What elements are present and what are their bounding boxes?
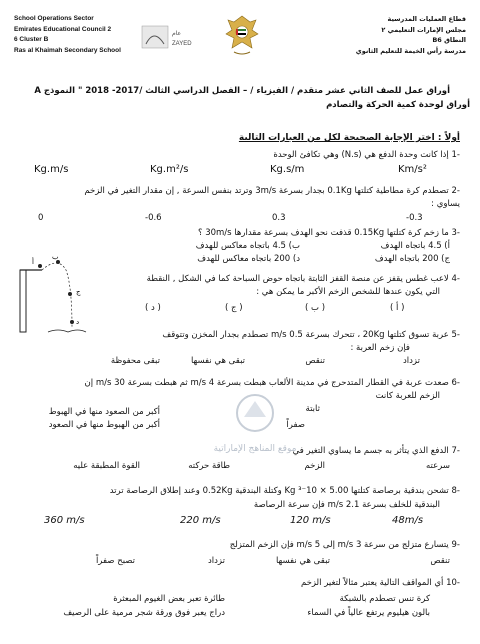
- q2-option[interactable]: 0.3: [272, 213, 286, 223]
- worksheet-subtitle: أوراق لوحدة كمية الحركة والتصادم: [326, 100, 470, 110]
- section-heading: أولاً : اختر الإجابة الصحيحة لكل من العبارات التالية: [238, 133, 460, 143]
- question-number: -5: [451, 330, 460, 340]
- question-number: -9: [451, 540, 460, 550]
- q9-option[interactable]: تنقص: [430, 556, 450, 566]
- question-text: إذا كانت وحدة الدفع هي (N.s) وهي تكافئ الوحدة: [273, 150, 449, 160]
- q5-option[interactable]: تبقى محفوظة: [110, 356, 160, 366]
- q9-option[interactable]: تبقى هي نفسها: [275, 556, 330, 566]
- header-left-line: Emirates Educational Council 2: [14, 25, 112, 33]
- q1-option[interactable]: Km/s²: [398, 164, 427, 175]
- zayed-logo-text: ZAYED: [172, 41, 192, 47]
- header-left-line: School Operations Sector: [14, 15, 94, 22]
- q8-option[interactable]: 360 m/s: [44, 515, 85, 526]
- q3-option[interactable]: أ) 4.5 باتجاه الهدف: [380, 241, 450, 251]
- question-number: -6: [451, 378, 460, 388]
- question-number: -3: [451, 228, 460, 238]
- q8-option[interactable]: 120 m/s: [290, 515, 331, 526]
- zayed-logo-icon: [140, 22, 210, 52]
- question-text: تشحن بندقية برصاصة كتلتها 5.00 × 10⁻³ Kg وكتلة البندقية 0.52Kg وعند إطلاق الرصاصة ترتد: [109, 486, 449, 496]
- q3-option[interactable]: ب) 4.5 باتجاه معاكس للهدف: [195, 241, 300, 251]
- q8-option[interactable]: 48m/s: [392, 515, 424, 526]
- question-number: -2: [451, 186, 460, 196]
- question-2: [84, 186, 460, 196]
- header-right-line: مجلس الإمارات التعليمي ٢: [381, 25, 466, 34]
- question-number: -4: [451, 274, 460, 284]
- q10-option[interactable]: كرة تنس تصطدم بالشبكة: [339, 594, 430, 604]
- header-left-line: 6 Cluster B: [14, 36, 49, 43]
- header-right: [356, 14, 466, 56]
- q4-option[interactable]: ( ج ): [225, 303, 243, 313]
- q5-option[interactable]: تنقص: [305, 356, 325, 366]
- header-right-line: قطاع العمليات المدرسية: [387, 15, 466, 23]
- q6-option[interactable]: صفراً: [286, 420, 305, 430]
- q6-option[interactable]: أكبر من الهبوط منها في الصعود: [48, 420, 160, 430]
- watermark-text: موقع المناهج الإماراتية: [213, 444, 297, 454]
- diver-figure: [18, 256, 88, 334]
- header-left: [14, 14, 121, 56]
- q4-option[interactable]: ( ب ): [305, 303, 326, 313]
- q9-option[interactable]: تصبح صفراً: [95, 556, 135, 566]
- question-6-line-2: الزخم للعربة كانت: [375, 391, 440, 401]
- question-1: [273, 150, 460, 160]
- question-text: أي المواقف التالية يعتبر مثالاً لتغير الزخم: [300, 578, 444, 588]
- question-number: -1: [451, 150, 460, 160]
- q3-option[interactable]: ج) 200 باتجاه الهدف: [374, 254, 450, 264]
- q8-option[interactable]: 220 m/s: [180, 515, 221, 526]
- q2-option[interactable]: -0.6: [145, 213, 162, 223]
- svg-text:عام: عام: [172, 30, 182, 37]
- q7-option[interactable]: القوة المطبقة عليه: [73, 461, 140, 471]
- watermark-logo-icon: [200, 385, 310, 465]
- figure-label: د: [76, 318, 80, 326]
- question-8-line-2: البندقية للخلف بسرعة 2.1 m/s فإن سرعة الرصاصة: [253, 500, 440, 510]
- q5-option[interactable]: تزداد: [403, 356, 420, 366]
- question-10: [301, 578, 460, 588]
- q1-option[interactable]: Kg.s/m: [270, 164, 305, 175]
- question-text: عربة تسوق كتلتها 20Kg ، تتحرك بسرعة 0.5 m/s تصطدم بجدار المخزن وتتوقف: [162, 330, 449, 340]
- question-4-line-2: التي يكون عندها للشخص الزخم الأكبر ما يمكن هي :: [256, 287, 440, 297]
- worksheet-title: أوراق عمل للصف الثاني عشر متقدم / الفيزياء / – الفصل الدراسي الثالث /2017- 2018 " النموذج A: [34, 86, 450, 96]
- question-text: لاعب غطس يقفز عن منصة القفز الثابتة باتجاه حوض السباحة كما في الشكل , النقطة: [146, 274, 449, 284]
- q2-option[interactable]: -0.3: [406, 213, 423, 223]
- header-right-line: مدرسة رأس الخيمة للتعليم الثانوي: [355, 46, 466, 55]
- header-left-line: Ras al Khaimah Secondary School: [14, 46, 121, 54]
- q10-option[interactable]: طائرة تعبر بعض الغيوم المبعثرة: [113, 594, 225, 604]
- question-5: [162, 330, 460, 340]
- q10-option[interactable]: دراج يعبر فوق ورقة شجر مرمية على الرصيف: [63, 608, 225, 618]
- figure-label: أ: [32, 258, 34, 266]
- question-text: تصطدم كرة مطاطية كتلتها 0.1Kg بجدار بسرعة 3m/s وترتد بنفس السرعة , إن مقدار التغير في الزخم: [84, 186, 449, 196]
- q10-option[interactable]: بالون هيليوم يرتفع عالياً في السماء: [307, 608, 430, 618]
- q7-option[interactable]: سرعته: [425, 461, 450, 471]
- q5-option[interactable]: تبقى هي نفسها: [190, 356, 245, 366]
- uae-emblem-icon: [222, 12, 262, 60]
- question-text: يتسارع متزلج من سرعة 3 m/s إلى 5 m/s فإن الزخم المتزلج: [229, 540, 449, 550]
- q9-option[interactable]: تزداد: [208, 556, 225, 566]
- q1-option[interactable]: Kg.m²/s: [150, 164, 189, 175]
- figure-label: ج: [76, 288, 81, 296]
- question-9: [230, 540, 460, 550]
- q2-option[interactable]: 0: [38, 213, 44, 223]
- question-4: [147, 274, 460, 284]
- figure-label: ب: [52, 256, 59, 261]
- question-5-line-2: فإن زخم العربة :: [350, 343, 410, 353]
- q3-option[interactable]: د) 200 باتجاه معاكس للهدف: [197, 254, 300, 264]
- question-text: ما زخم كرة كتلتها 0.15Kg قذفت نحو الهدف بسرعة مقدارها 30m/s ؟: [197, 228, 449, 238]
- question-number: -10: [446, 578, 460, 588]
- header-right-line: النطاق B6: [432, 36, 466, 44]
- q4-option[interactable]: ( أ ): [390, 303, 405, 313]
- question-text: الدفع الذي يتأثر به جسم ما يساوي التغير في: [292, 446, 449, 456]
- question-7: [293, 446, 460, 456]
- question-number: -8: [451, 486, 460, 496]
- q6-option[interactable]: أكبر من الصعود منها في الهبوط: [48, 407, 160, 417]
- q1-option[interactable]: Kg.m/s: [34, 164, 69, 175]
- q7-option[interactable]: طاقة حركته: [188, 461, 230, 471]
- q7-option[interactable]: الزخم: [304, 461, 325, 471]
- question-2-line-2: يساوي :: [431, 199, 460, 209]
- question-number: -7: [451, 446, 460, 456]
- question-text: صعدت عربة في القطار المتدحرج في مدينة الألعاب هبطت بسرعة 4 m/s ثم هبطت بسرعة 30 m/s إن: [84, 378, 449, 388]
- question-8: [110, 486, 460, 496]
- q6-option[interactable]: ثابتة: [305, 404, 320, 414]
- question-3: [198, 228, 460, 238]
- q4-option[interactable]: ( د ): [145, 303, 161, 313]
